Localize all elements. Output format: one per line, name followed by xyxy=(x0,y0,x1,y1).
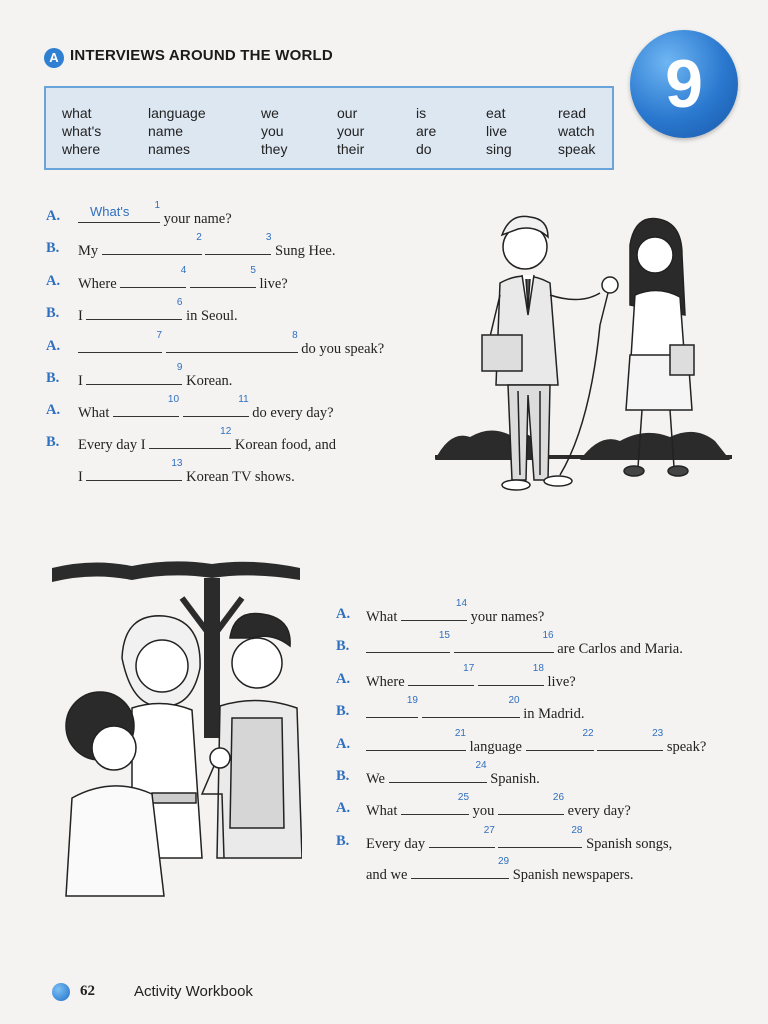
line-text: language xyxy=(469,739,522,755)
blank-number: 10 xyxy=(167,394,180,405)
interview-illustration-2 xyxy=(52,558,302,898)
blank-number: 2 xyxy=(196,232,202,243)
blank-number: 20 xyxy=(508,695,520,706)
dialogue-line xyxy=(366,728,707,756)
answer-blank[interactable] xyxy=(498,825,583,848)
answer-blank[interactable] xyxy=(102,232,202,255)
dialogue-line xyxy=(78,265,288,293)
word: you xyxy=(261,123,284,139)
answer-blank[interactable] xyxy=(408,663,475,686)
answer-blank[interactable] xyxy=(401,598,468,621)
blank-number: 17 xyxy=(463,663,475,674)
word-column-2 xyxy=(148,104,206,158)
answer-blank[interactable] xyxy=(113,394,180,417)
dialogue-line xyxy=(78,297,238,325)
page-dot-icon xyxy=(52,983,70,1001)
line-text: do every day? xyxy=(252,405,334,421)
word: language xyxy=(148,105,206,121)
speaker-label: A. xyxy=(46,273,61,289)
dialogue-line xyxy=(366,598,545,626)
blank-number: 29 xyxy=(497,856,510,867)
line-text: We xyxy=(366,771,385,787)
section-letter-badge: A xyxy=(44,48,64,68)
line-text: Every day xyxy=(366,836,426,852)
blank-number: 27 xyxy=(483,825,495,836)
blank-number: 5 xyxy=(250,265,256,276)
dialogue-line xyxy=(366,663,576,691)
answer-blank[interactable] xyxy=(366,728,466,751)
blank-number: 9 xyxy=(176,362,183,373)
word-column-1 xyxy=(62,104,101,158)
dialogue-line xyxy=(78,232,336,260)
speaker-label: B. xyxy=(46,434,60,450)
speaker-label: B. xyxy=(336,768,350,784)
answer-blank[interactable] xyxy=(422,695,520,718)
line-text: I xyxy=(78,373,83,389)
answer-blank[interactable] xyxy=(205,232,272,255)
blank-number: 21 xyxy=(454,728,466,739)
word-column-3 xyxy=(261,104,287,158)
word: their xyxy=(337,141,365,157)
word-column-7 xyxy=(558,104,595,158)
man-figure xyxy=(217,614,302,859)
blank-number: 12 xyxy=(220,426,232,437)
line-text: My xyxy=(78,243,99,259)
speaker-label: A. xyxy=(336,800,351,816)
line-text: and we xyxy=(366,867,408,883)
blank-number: 14 xyxy=(455,598,468,609)
answer-blank[interactable] xyxy=(429,825,495,848)
blank-number: 25 xyxy=(457,792,470,803)
blank-number: 28 xyxy=(571,825,583,836)
line-text: Every day I xyxy=(78,437,146,453)
word-column-5 xyxy=(416,104,436,158)
line-text: What xyxy=(366,803,398,819)
answer-blank[interactable] xyxy=(366,630,450,653)
line-text: Sung Hee. xyxy=(275,243,336,259)
word: do xyxy=(416,141,432,157)
dialogue-line xyxy=(78,426,336,454)
speaker-label: A. xyxy=(336,671,351,687)
speaker-label: B. xyxy=(336,833,350,849)
word-column-6 xyxy=(486,104,512,158)
answer-blank[interactable] xyxy=(120,265,187,288)
blank-number: 8 xyxy=(292,330,298,341)
dialogue-line xyxy=(366,760,540,788)
line-text: in Seoul. xyxy=(186,308,238,324)
dialogue-line xyxy=(78,362,233,390)
line-text: Korean TV shows. xyxy=(186,469,295,485)
tree-trunk xyxy=(204,578,220,738)
dialogue-line xyxy=(78,200,232,228)
line-text: Korean food, and xyxy=(234,437,336,453)
word-box xyxy=(44,86,614,170)
word: our xyxy=(337,105,358,121)
line-text: Spanish. xyxy=(490,771,540,787)
line-text: in Madrid. xyxy=(523,706,585,722)
word: speak xyxy=(558,141,596,157)
line-text: What xyxy=(78,405,110,421)
interview-illustration-1 xyxy=(430,205,735,505)
answer-blank[interactable] xyxy=(478,663,544,686)
word: what's xyxy=(62,123,102,139)
line-text: your name? xyxy=(163,211,232,227)
speaker-label: B. xyxy=(46,370,60,386)
word: name xyxy=(148,123,184,139)
word: are xyxy=(416,123,437,139)
answer-blank[interactable] xyxy=(498,792,565,815)
word: sing xyxy=(486,141,512,157)
blank-number: 24 xyxy=(475,760,487,771)
answer-blank[interactable] xyxy=(86,362,183,385)
answer-blank[interactable] xyxy=(78,200,160,223)
answer-blank[interactable] xyxy=(411,856,510,879)
dialogue-line xyxy=(366,695,585,723)
blank-number: 3 xyxy=(265,232,272,243)
word: they xyxy=(261,141,288,157)
word: your xyxy=(337,123,365,139)
word: what xyxy=(62,105,92,121)
answer-blank[interactable] xyxy=(166,330,298,353)
line-text: What xyxy=(366,609,398,625)
line-text: your names? xyxy=(470,609,545,625)
tree-canopy xyxy=(52,561,300,582)
unit-number-badge: 9 xyxy=(630,30,738,138)
answer-blank[interactable] xyxy=(597,728,664,751)
word: watch xyxy=(558,123,595,139)
speaker-label: B. xyxy=(46,305,60,321)
answer-blank[interactable] xyxy=(401,792,470,815)
line-text: live? xyxy=(547,674,576,690)
answer-blank[interactable] xyxy=(454,630,554,653)
speaker-label: B. xyxy=(336,703,350,719)
answer-blank[interactable] xyxy=(389,760,487,783)
line-text: do you speak? xyxy=(301,341,385,357)
blank-number: 22 xyxy=(582,728,594,739)
blank-number: 16 xyxy=(542,630,554,641)
line-text: are Carlos and Maria. xyxy=(557,641,683,657)
blank-number: 11 xyxy=(238,394,249,405)
dialogue-line xyxy=(366,825,673,853)
answer-blank[interactable] xyxy=(190,265,256,288)
answer-blank[interactable] xyxy=(149,426,232,449)
blank-number: 19 xyxy=(406,695,418,706)
book-title: Activity Workbook xyxy=(134,983,253,1000)
answer-blank[interactable] xyxy=(183,394,249,417)
line-text: Where xyxy=(366,674,405,690)
section-title: INTERVIEWS AROUND THE WORLD xyxy=(70,47,333,64)
blank-number: 23 xyxy=(652,728,664,739)
line-text: I xyxy=(78,469,83,485)
answer-blank[interactable] xyxy=(526,728,594,751)
speaker-label: A. xyxy=(336,606,351,622)
line-text: every day? xyxy=(567,803,631,819)
word: is xyxy=(416,105,427,121)
word: eat xyxy=(486,105,506,121)
blank-number: 26 xyxy=(552,792,565,803)
blank-number: 13 xyxy=(171,458,183,469)
word-column-4 xyxy=(337,104,364,158)
line-text: Spanish newspapers. xyxy=(512,867,634,883)
answer-blank[interactable] xyxy=(78,330,162,353)
dialogue-line xyxy=(366,856,634,884)
word: names xyxy=(148,141,191,157)
word: read xyxy=(558,105,587,121)
line-text: I xyxy=(78,308,83,324)
blank-number: 15 xyxy=(438,630,450,641)
line-text: Korean. xyxy=(186,373,233,389)
speaker-label: A. xyxy=(336,736,351,752)
blank-number: 1 xyxy=(154,200,160,211)
dialogue-line xyxy=(78,458,295,486)
blank-number: 18 xyxy=(532,663,544,674)
blank-number: 6 xyxy=(176,297,183,308)
speaker-label: B. xyxy=(336,638,350,654)
word: live xyxy=(486,123,508,139)
speaker-label: A. xyxy=(46,208,61,224)
answer-blank[interactable] xyxy=(366,695,418,718)
speaker-label: A. xyxy=(46,402,61,418)
speaker-label: A. xyxy=(46,338,61,354)
line-text: live? xyxy=(259,276,288,292)
line-text: speak? xyxy=(666,739,707,755)
line-text: you xyxy=(472,803,495,819)
answer-blank[interactable] xyxy=(86,297,183,320)
sample-answer: What's xyxy=(90,204,130,219)
word: where xyxy=(62,141,101,157)
dialogue-line xyxy=(78,330,385,358)
dialogue-line xyxy=(78,394,334,422)
page-number: 62 xyxy=(80,983,95,999)
speaker-label: B. xyxy=(46,240,60,256)
line-text: Spanish songs, xyxy=(586,836,673,852)
word: we xyxy=(261,105,279,121)
blank-number: 7 xyxy=(156,330,162,341)
line-text: Where xyxy=(78,276,117,292)
dialogue-line xyxy=(366,630,683,658)
dialogue-line xyxy=(366,792,631,820)
blank-number: 4 xyxy=(180,265,187,276)
answer-blank[interactable] xyxy=(86,458,183,481)
